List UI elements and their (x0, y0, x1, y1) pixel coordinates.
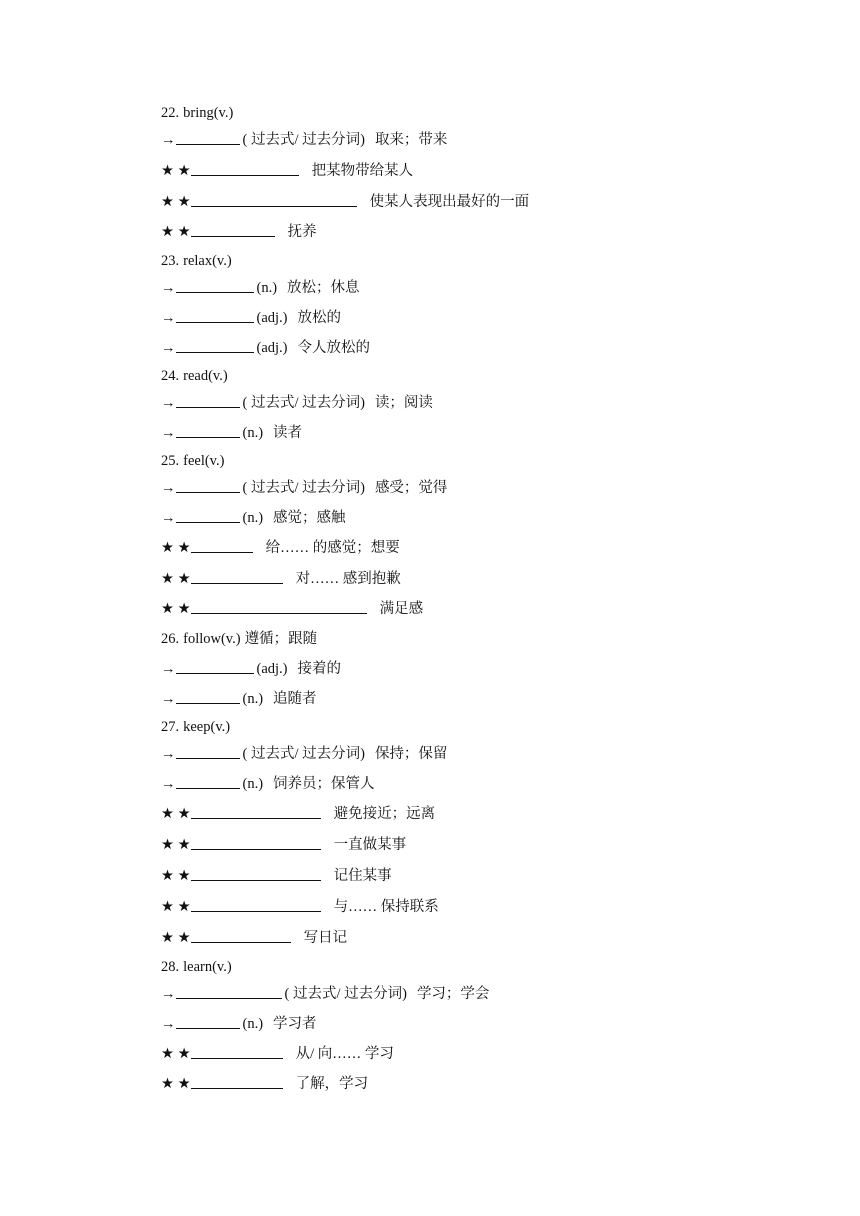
star-marker: ★ ★ (161, 806, 191, 822)
answer-blank[interactable] (176, 276, 254, 293)
phrase-line (161, 1042, 394, 1066)
chinese-meaning: 感觉；感触 (273, 510, 346, 526)
part-of-speech: ( 过去式/ 过去分词) (242, 746, 365, 762)
phrase-line (161, 597, 423, 621)
arrow-marker: → (161, 425, 176, 441)
chinese-meaning: 放松的 (297, 310, 341, 326)
chinese-meaning: 满足感 (379, 601, 424, 617)
arrow-marker: → (161, 480, 176, 496)
answer-blank[interactable] (176, 391, 240, 408)
phrase-line (161, 864, 392, 888)
answer-blank[interactable] (176, 742, 240, 759)
chinese-meaning: 避免接近；远离 (333, 806, 436, 822)
derivative-line (161, 687, 317, 711)
item-number: 27. (161, 719, 180, 735)
headword: feel(v.) (183, 453, 225, 469)
phrase-line (161, 895, 439, 919)
derivative-line (161, 506, 346, 530)
chinese-meaning: 饲养员；保管人 (273, 776, 375, 792)
derivative-line (161, 982, 489, 1006)
star-marker: ★ ★ (161, 194, 191, 210)
phrase-line (161, 159, 413, 183)
chinese-meaning: 学习者 (273, 1016, 317, 1032)
word-heading (161, 101, 233, 125)
answer-blank[interactable] (176, 421, 240, 438)
chinese-meaning: 取来；带来 (374, 132, 448, 148)
arrow-marker: → (161, 340, 176, 356)
item-number: 22. (161, 105, 180, 121)
headword: relax(v.) (183, 253, 232, 269)
star-marker: ★ ★ (161, 540, 191, 556)
headword: follow(v.) (183, 631, 241, 647)
chinese-meaning: 一直做某事 (333, 837, 407, 853)
part-of-speech: (adj.) (256, 340, 288, 356)
star-marker: ★ ★ (161, 601, 191, 617)
arrow-marker: → (161, 280, 176, 296)
item-number: 24. (161, 368, 180, 384)
headword-meaning: 遵循；跟随 (244, 631, 318, 647)
chinese-meaning: 接着的 (297, 661, 341, 677)
word-heading (161, 715, 230, 739)
arrow-marker: → (161, 661, 176, 677)
part-of-speech: (n.) (256, 280, 278, 296)
word-heading (161, 627, 317, 651)
chinese-meaning: 读者 (273, 425, 303, 441)
part-of-speech: (n.) (242, 425, 264, 441)
star-marker: ★ ★ (161, 837, 191, 853)
answer-blank[interactable] (191, 1072, 283, 1089)
star-marker: ★ ★ (161, 163, 191, 179)
chinese-meaning: 从/ 向…… 学习 (295, 1046, 394, 1062)
phrase-line (161, 536, 400, 560)
headword: bring(v.) (183, 105, 234, 121)
part-of-speech: (n.) (242, 1016, 264, 1032)
chinese-meaning: 使某人表现出最好的一面 (369, 194, 530, 210)
answer-blank[interactable] (176, 306, 254, 323)
part-of-speech: ( 过去式/ 过去分词) (284, 986, 407, 1002)
derivative-line (161, 391, 433, 415)
derivative-line (161, 742, 447, 766)
part-of-speech: (adj.) (256, 310, 288, 326)
word-heading (161, 249, 232, 273)
chinese-meaning: 把某物带给某人 (311, 163, 414, 179)
item-number: 26. (161, 631, 180, 647)
arrow-marker: → (161, 310, 176, 326)
answer-blank[interactable] (176, 687, 240, 704)
answer-blank[interactable] (191, 864, 321, 881)
item-number: 28. (161, 959, 180, 975)
star-marker: ★ ★ (161, 1046, 191, 1062)
answer-blank[interactable] (176, 336, 254, 353)
word-heading (161, 364, 228, 388)
chinese-meaning: 保持；保留 (374, 746, 448, 762)
answer-blank[interactable] (191, 833, 321, 850)
answer-blank[interactable] (176, 772, 240, 789)
star-marker: ★ ★ (161, 224, 191, 240)
star-marker: ★ ★ (161, 1076, 191, 1092)
answer-blank[interactable] (191, 926, 291, 943)
arrow-marker: → (161, 691, 176, 707)
answer-blank[interactable] (176, 1012, 240, 1029)
word-heading (161, 449, 224, 473)
derivative-line (161, 476, 447, 500)
answer-blank[interactable] (176, 982, 282, 999)
chinese-meaning: 抚养 (287, 224, 317, 240)
answer-blank[interactable] (176, 506, 240, 523)
arrow-marker: → (161, 746, 176, 762)
arrow-marker: → (161, 776, 176, 792)
star-marker: ★ ★ (161, 899, 191, 915)
phrase-line (161, 1072, 368, 1096)
answer-blank[interactable] (191, 220, 275, 237)
chinese-meaning: 给…… 的感觉；想要 (265, 540, 400, 556)
phrase-line (161, 802, 435, 826)
part-of-speech: (n.) (242, 776, 264, 792)
phrase-line (161, 833, 406, 857)
word-heading (161, 955, 232, 979)
chinese-meaning: 与…… 保持联系 (333, 899, 439, 915)
star-marker: ★ ★ (161, 930, 191, 946)
answer-blank[interactable] (191, 190, 357, 207)
arrow-marker: → (161, 132, 176, 148)
star-marker: ★ ★ (161, 571, 191, 587)
chinese-meaning: 学习；学会 (416, 986, 490, 1002)
headword: read(v.) (183, 368, 228, 384)
answer-blank[interactable] (176, 476, 240, 493)
part-of-speech: (n.) (242, 691, 264, 707)
chinese-meaning: 了解，学习 (295, 1076, 369, 1092)
chinese-meaning: 放松；休息 (287, 280, 360, 296)
arrow-marker: → (161, 1016, 176, 1032)
phrase-line (161, 190, 529, 214)
derivative-line (161, 1012, 317, 1036)
answer-blank[interactable] (191, 802, 321, 819)
answer-blank[interactable] (176, 657, 254, 674)
answer-blank[interactable] (191, 895, 321, 912)
part-of-speech: ( 过去式/ 过去分词) (242, 132, 365, 148)
answer-blank[interactable] (176, 128, 240, 145)
derivative-line (161, 772, 375, 796)
headword: keep(v.) (183, 719, 231, 735)
part-of-speech: ( 过去式/ 过去分词) (242, 480, 365, 496)
arrow-marker: → (161, 395, 176, 411)
answer-blank[interactable] (191, 597, 367, 614)
chinese-meaning: 追随者 (273, 691, 317, 707)
chinese-meaning: 感受；觉得 (374, 480, 448, 496)
chinese-meaning: 对…… 感到抱歉 (295, 571, 401, 587)
part-of-speech: (adj.) (256, 661, 288, 677)
answer-blank[interactable] (191, 567, 283, 584)
item-number: 25. (161, 453, 180, 469)
chinese-meaning: 写日记 (303, 930, 348, 946)
derivative-line (161, 276, 360, 300)
item-number: 23. (161, 253, 180, 269)
derivative-line (161, 306, 341, 330)
chinese-meaning: 记住某事 (333, 868, 392, 884)
phrase-line (161, 220, 317, 244)
derivative-line (161, 336, 370, 360)
arrow-marker: → (161, 510, 176, 526)
answer-blank[interactable] (191, 1042, 283, 1059)
derivative-line (161, 421, 302, 445)
chinese-meaning: 令人放松的 (297, 340, 370, 356)
star-marker: ★ ★ (161, 868, 191, 884)
part-of-speech: ( 过去式/ 过去分词) (242, 395, 365, 411)
headword: learn(v.) (183, 959, 232, 975)
answer-blank[interactable] (191, 159, 299, 176)
derivative-line (161, 128, 447, 152)
phrase-line (161, 567, 401, 591)
phrase-line (161, 926, 347, 950)
part-of-speech: (n.) (242, 510, 264, 526)
derivative-line (161, 657, 341, 681)
chinese-meaning: 读；阅读 (374, 395, 433, 411)
arrow-marker: → (161, 986, 176, 1002)
answer-blank[interactable] (191, 536, 253, 553)
